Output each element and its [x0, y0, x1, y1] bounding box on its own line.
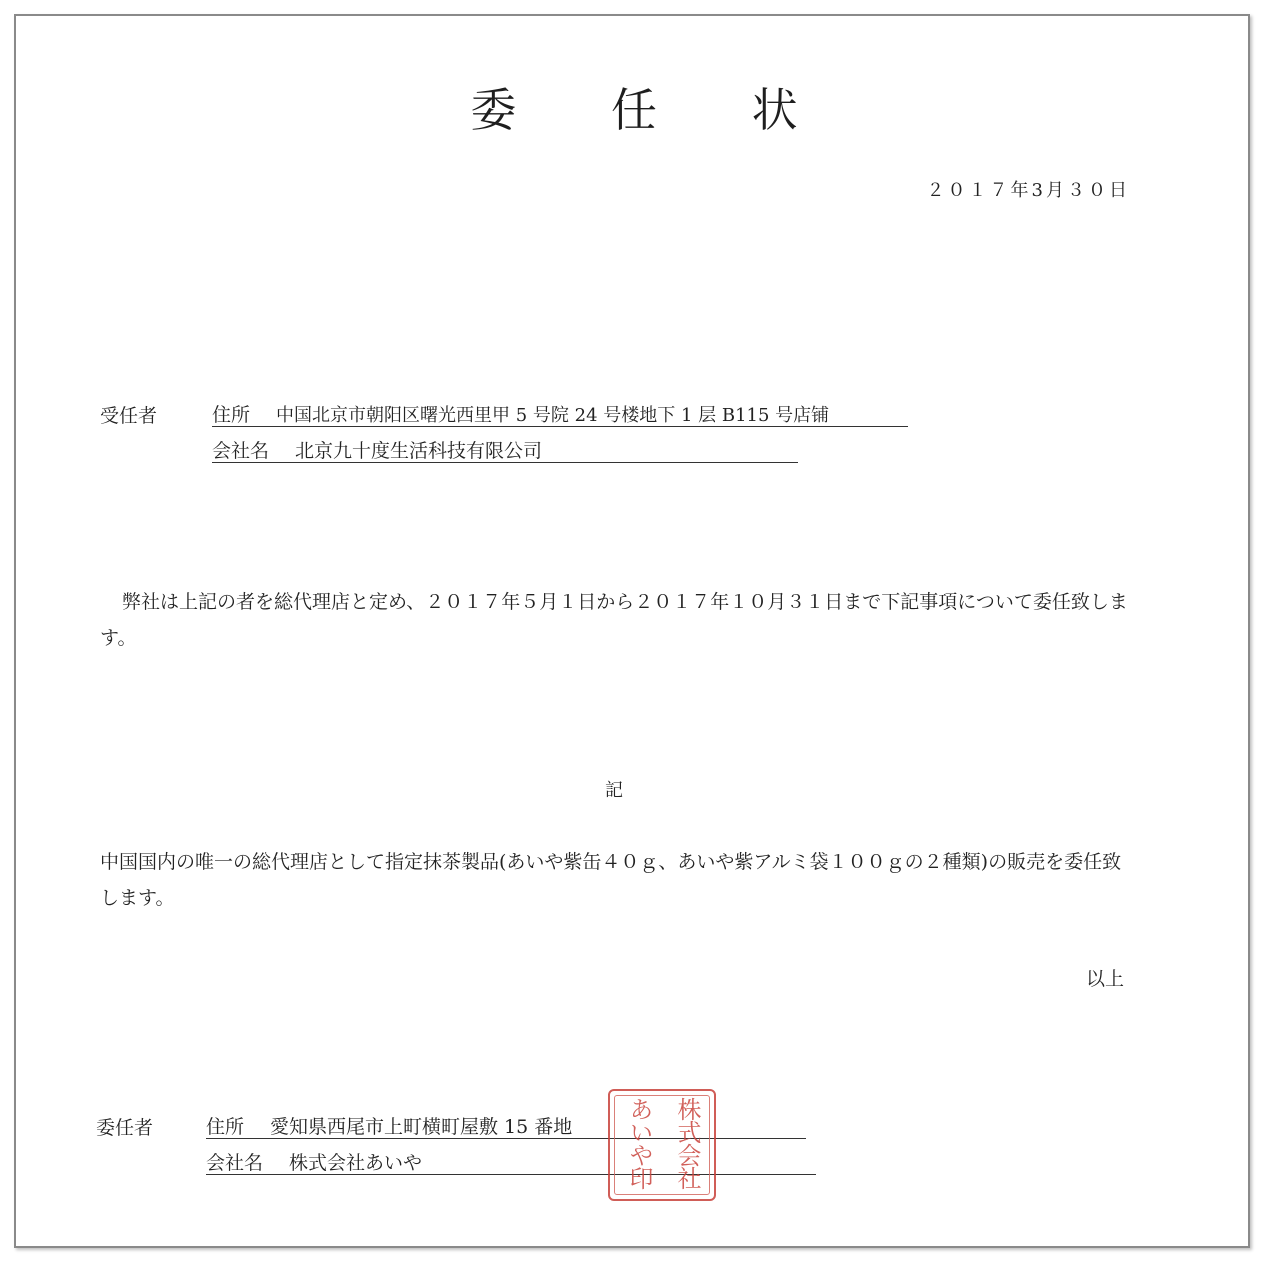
document-title: 委 任 状 — [470, 83, 838, 137]
grantee-address-value: 中国北京市朝阳区曙光西里甲 5 号院 24 号楼地下 1 层 B115 号店铺 — [276, 405, 830, 426]
grantor-company-value: 株式会社あいや — [289, 1152, 423, 1174]
grantor-label: 委任者 — [96, 1117, 154, 1139]
seal-text-kaisha: 会社 — [673, 1143, 701, 1189]
company-seal — [608, 1089, 716, 1201]
seal-text-kabushiki: 株式 — [673, 1097, 701, 1143]
seal-column-right — [664, 1097, 710, 1189]
grantor-company-line — [206, 1148, 816, 1175]
document-date: ２０１７年3月３０日 — [926, 180, 1130, 201]
grantee-company-label: 会社名 — [212, 440, 270, 462]
grantor-address-line — [206, 1112, 806, 1139]
grantee-address-line — [212, 400, 908, 427]
grantor-company-label: 会社名 — [206, 1152, 264, 1174]
closing-text: 以上 — [1085, 968, 1124, 990]
grantee-address-label: 住所 — [212, 404, 251, 426]
item-paragraph: 中国国内の唯一の総代理店として指定抹茶製品(あいや紫缶４０ｇ、あいや紫アルミ袋１００ｇの２種類)の販売を委任致します。 — [100, 851, 1122, 909]
delegation-paragraph: 弊社は上記の者を総代理店と定め、２０１７年５月１日から２０１７年１０月３１日まで下記事項について委任致します。 — [100, 591, 1128, 649]
grantee-company-line — [212, 436, 798, 463]
grantee-label: 受任者 — [100, 405, 158, 427]
seal-column-left — [616, 1097, 662, 1189]
ki-heading: 記 — [605, 780, 623, 801]
grantor-address-value: 愛知県西尾市上町横町屋敷 15 番地 — [270, 1116, 573, 1138]
document-page — [14, 14, 1250, 1248]
seal-text-in: 印 — [625, 1166, 653, 1189]
seal-text-aiya: あいや — [625, 1097, 653, 1166]
grantee-company-value: 北京九十度生活科技有限公司 — [295, 440, 543, 462]
grantor-address-label: 住所 — [206, 1116, 245, 1138]
